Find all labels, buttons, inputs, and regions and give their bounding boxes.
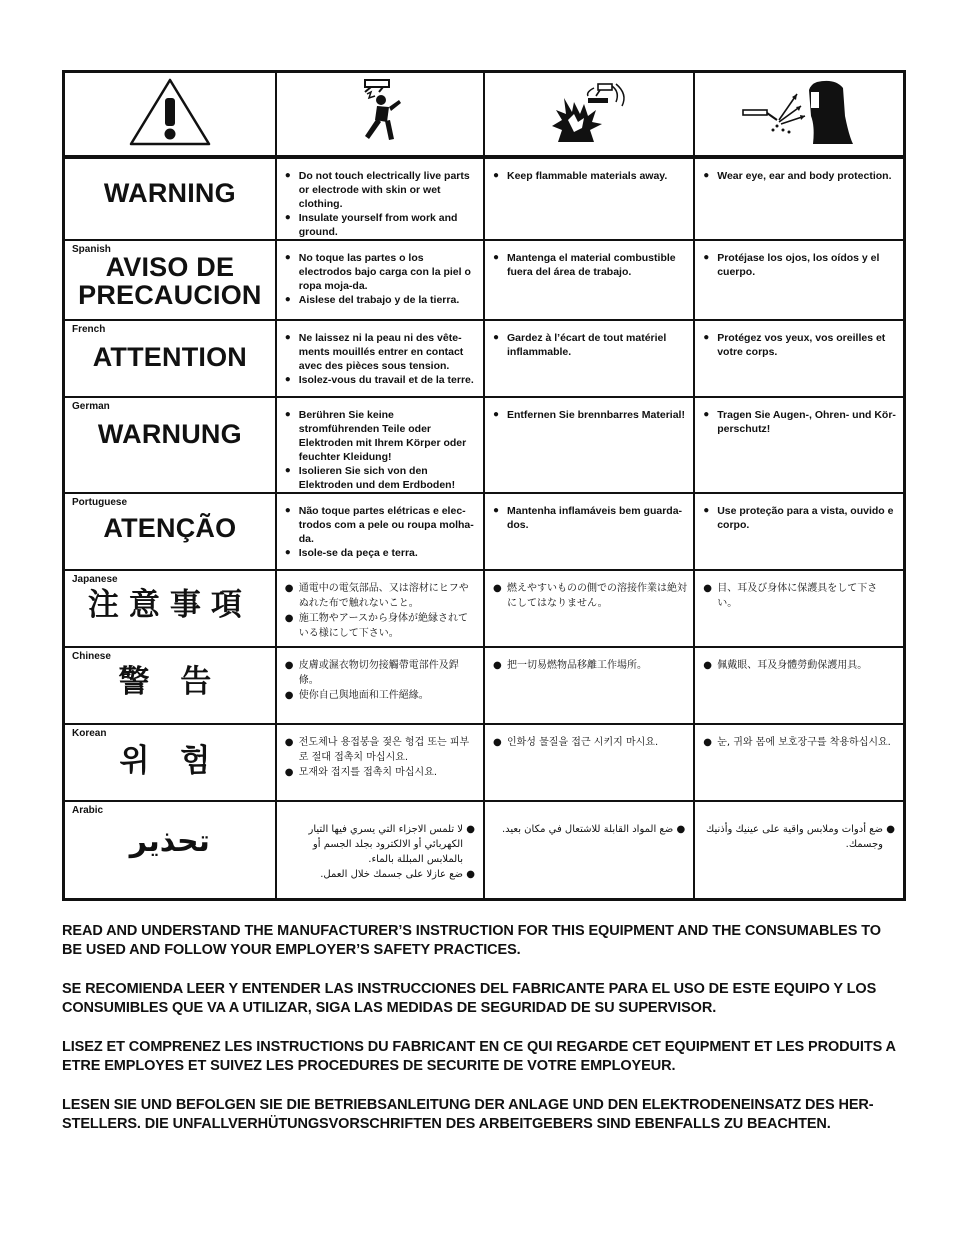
note-french: LISEZ ET COMPRENEZ LES INSTRUCTIONS DU FABRICANT EN CE QUI REGARDE CET EQUIPMENT ET LES PRODUITS A ETRE EMPLOYES ET SUIVEZ LES PROCEDURES DE SECURITE DE VOTRE EMPLOYEUR. xyxy=(62,1039,896,1074)
bullet-item: ● Mantenga el material combustible fuera del área de trabajo. xyxy=(485,251,687,279)
bullet-item: ● ضع أدوات وملابس واقية على عينيك وأذنيك وجسمك. xyxy=(695,822,897,852)
hazard-protection-text xyxy=(694,493,904,570)
instruction-notes xyxy=(62,922,902,1154)
bullet-item: ● 전도체나 용접봉을 젖은 헝겁 또는 피부로 절대 접촉치 마십시요. xyxy=(277,735,477,765)
bullet-item: ● ضع المواد القابلة للاشتعال في مكان بعيد. xyxy=(485,822,687,837)
warning-title: AVISO DE PRECAUCION xyxy=(78,252,262,310)
hazard-shock-text xyxy=(276,397,484,493)
warning-triangle-icon xyxy=(64,72,276,158)
hazard-shock-text xyxy=(276,157,484,240)
language-cell xyxy=(64,801,276,900)
warning-title: 위 험 xyxy=(119,743,221,779)
warning-title: WARNING xyxy=(103,178,236,208)
bullet-item: ● 把一切易燃物品移離工作場所。 xyxy=(485,658,687,673)
bullet-item: ● Mantenha inflamáveis bem guarda-dos. xyxy=(485,504,687,532)
hazard-fire-text xyxy=(484,801,694,900)
icon-row xyxy=(64,72,905,158)
warning-title: 警 告 xyxy=(118,664,222,700)
bullet-item: ● Berühren Sie keine stromführenden Teile oder Elektroden mit Ihrem Körper oder feuchter Kleidung! xyxy=(277,408,477,464)
bullet-item: ● 燃えやすいものの側での溶接作業は絶対にしてはなりません。 xyxy=(485,581,687,611)
language-cell xyxy=(64,493,276,570)
warning-title: WARNUNG xyxy=(97,419,242,449)
bullet-item: ● 使你自己與地面和工件絕緣。 xyxy=(277,688,477,703)
warning-row xyxy=(64,320,905,397)
warning-title: ATENÇÃO xyxy=(103,513,237,543)
bullet-item: ● 인화성 물질을 접근 시키지 마시요. xyxy=(485,735,687,750)
bullet-item: ● Keep flammable materials away. xyxy=(485,169,687,183)
bullet-item: ● No toque las partes o los electrodos bajo carga con la piel o ropa moja-da. xyxy=(277,251,477,293)
language-label: Spanish xyxy=(72,244,111,255)
hazard-fire-text xyxy=(484,240,694,320)
hazard-shock-text xyxy=(276,801,484,900)
eye-ear-protection-icon xyxy=(694,72,904,158)
note-english: READ AND UNDERSTAND THE MANUFACTURER’S INSTRUCTION FOR THIS EQUIPMENT AND THE CONSUMABLES TO BE USED AND FOLLOW YOUR EMPLOYER’S SAFETY PRACTICES. xyxy=(62,923,881,958)
safety-warning-table xyxy=(62,70,906,901)
warning-row xyxy=(64,647,905,724)
bullet-item: ● Isole-se da peça e terra. xyxy=(277,546,477,560)
language-cell xyxy=(64,157,276,240)
bullet-item: ● ضع عازلا على جسمك خلال العمل. xyxy=(277,867,477,882)
warning-title: 注意事項 xyxy=(87,587,252,623)
bullet-item: ● 施工物やアースから身体が絶縁されている様にして下さい。 xyxy=(277,611,477,641)
bullet-item: ● 눈, 귀와 몸에 보호장구를 착용하십시요. xyxy=(695,735,897,750)
bullet-item: ● Wear eye, ear and body protection. xyxy=(695,169,897,183)
hazard-protection-text xyxy=(694,801,904,900)
bullet-item: ● 佩戴眼、耳及身體勞動保護用具。 xyxy=(695,658,897,673)
hazard-shock-text xyxy=(276,320,484,397)
bullet-item: ● Protéjase los ojos, los oídos y el cuerpo. xyxy=(695,251,897,279)
electric-shock-icon xyxy=(276,72,484,158)
language-cell xyxy=(64,320,276,397)
hazard-shock-text xyxy=(276,570,484,647)
hazard-protection-text xyxy=(694,320,904,397)
bullet-item: ● 通電中の電気部品、又は溶材にヒフやぬれた布で触れないこと。 xyxy=(277,581,477,611)
language-cell xyxy=(64,647,276,724)
hazard-fire-text xyxy=(484,647,694,724)
language-label: Chinese xyxy=(72,651,111,662)
bullet-item: ● Aislese del trabajo y de la tierra. xyxy=(277,293,477,307)
hazard-protection-text xyxy=(694,240,904,320)
hazard-fire-text xyxy=(484,724,694,801)
bullet-item: ● 皮膚或濕衣物切勿接觸帶電部件及銲條。 xyxy=(277,658,477,688)
hazard-shock-text xyxy=(276,647,484,724)
warning-title: تحذير xyxy=(129,824,210,859)
hazard-shock-text xyxy=(276,493,484,570)
hazard-fire-text xyxy=(484,157,694,240)
bullet-item: ● Ne laissez ni la peau ni des vête-ments mouillés entrer en contact avec des pièces sous tension. xyxy=(277,331,477,373)
bullet-item: ● Entfernen Sie brennbarres Material! xyxy=(485,408,687,422)
warning-row xyxy=(64,240,905,320)
language-cell xyxy=(64,570,276,647)
language-label: Portuguese xyxy=(72,497,128,508)
bullet-item: ● Insulate yourself from work and ground. xyxy=(277,211,477,239)
hazard-protection-text xyxy=(694,397,904,493)
warning-row xyxy=(64,724,905,801)
warning-row xyxy=(64,493,905,570)
bullet-item: ● 모재와 접지를 접촉치 마십시요. xyxy=(277,765,477,780)
hazard-fire-text xyxy=(484,493,694,570)
hazard-protection-text xyxy=(694,157,904,240)
hazard-fire-text xyxy=(484,397,694,493)
warning-row xyxy=(64,157,905,240)
hazard-protection-text xyxy=(694,647,904,724)
bullet-item: ● Use proteção para a vista, ouvido e corpo. xyxy=(695,504,897,532)
bullet-item: ● Protégez vos yeux, vos oreilles et votre corps. xyxy=(695,331,897,359)
hazard-protection-text xyxy=(694,570,904,647)
hazard-shock-text xyxy=(276,724,484,801)
hazard-shock-text xyxy=(276,240,484,320)
hazard-protection-text xyxy=(694,724,904,801)
language-label: Korean xyxy=(72,728,107,739)
bullet-item: ● Do not touch electrically live parts or electrode with skin or wet clothing. xyxy=(277,169,477,211)
hazard-fire-text xyxy=(484,570,694,647)
bullet-item: ● Isolieren Sie sich von den Elektroden und dem Erdboden! xyxy=(277,464,477,492)
hazard-fire-text xyxy=(484,320,694,397)
warning-row xyxy=(64,801,905,900)
bullet-item: ● Não toque partes elétricas e elec-trodos com a pele ou roupa molha-da. xyxy=(277,504,477,546)
warning-row xyxy=(64,570,905,647)
language-cell xyxy=(64,240,276,320)
bullet-item: ● Gardez à l’écart de tout matériel inflammable. xyxy=(485,331,687,359)
bullet-item: ● Isolez-vous du travail et de la terre. xyxy=(277,373,477,387)
language-label: Japanese xyxy=(72,574,118,585)
language-label: German xyxy=(72,401,110,412)
note-german: LESEN SIE UND BEFOLGEN SIE DIE BETRIEBSANLEITUNG DER ANLAGE UND DEN ELEKTRODENEINSATZ DES HER-STELLERS. DIE UNFALLVERHÜTUNGSVORSCHRIFTEN DES ARBEITGEBERS SIND EBENFALLS ZU BEACHTEN. xyxy=(62,1097,874,1132)
note-spanish: SE RECOMIENDA LEER Y ENTENDER LAS INSTRUCCIONES DEL FABRICANTE PARA EL USO DE ESTE EQUIPO Y LOS CONSUMIBLES QUE VA A UTILIZAR, SIGA LAS MEDIDAS DE SEGURIDAD DE SU SUPERVISOR. xyxy=(62,981,877,1016)
warning-row xyxy=(64,397,905,493)
bullet-item: ● Tragen Sie Augen-, Ohren- und Kör-perschutz! xyxy=(695,408,897,436)
bullet-item: ● لا تلمس الاجزاء التي يسري فيها التيار الكهربائي أو الالكترود بجلد الجسم أو بالملابس المبللة بالماء. xyxy=(277,822,477,867)
language-label: Arabic xyxy=(72,805,104,816)
fire-explosion-icon xyxy=(484,72,694,158)
warning-title: ATTENTION xyxy=(92,342,248,372)
language-label: French xyxy=(72,324,106,335)
language-cell xyxy=(64,397,276,493)
bullet-item: ● 目、耳及び身体に保護具をして下さい。 xyxy=(695,581,897,611)
language-cell xyxy=(64,724,276,801)
